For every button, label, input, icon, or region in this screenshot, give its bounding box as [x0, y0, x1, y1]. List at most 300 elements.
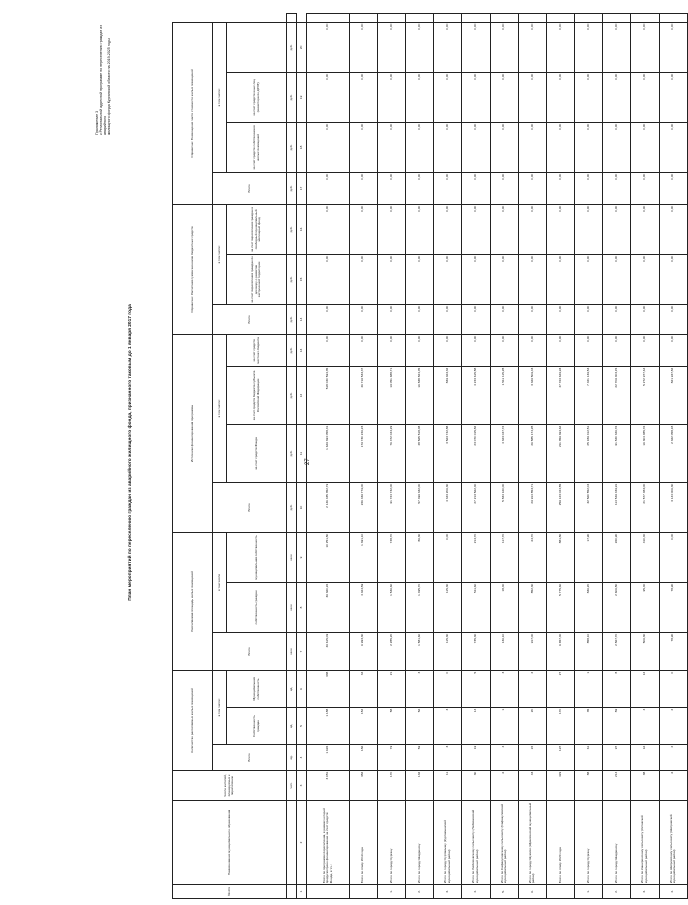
column-index-row — [297, 14, 307, 899]
units-cell: руб. — [287, 304, 297, 334]
row-value: 0,00 — [575, 204, 603, 254]
row-value: 16 — [631, 745, 659, 771]
row-value: 852,30 — [518, 582, 546, 632]
row-value: 0,00 — [434, 304, 462, 334]
row-name: Итого по городу Куртамышу (Куртамышский муниципальный район) — [434, 801, 462, 885]
table-body — [287, 14, 688, 899]
row-value: 0,00 — [603, 204, 631, 254]
row-value: 839 463,32 — [434, 366, 462, 424]
row-value: 152 — [349, 708, 377, 745]
row-value: 0,00 — [631, 334, 659, 366]
row-value: 32 560 552,04 — [575, 482, 603, 532]
row-value: 7 421 139,53 — [575, 366, 603, 424]
row-value: 3 — [405, 670, 433, 707]
row-value: 0,00 — [405, 172, 433, 204]
row-value: 0,00 — [405, 22, 433, 72]
row-value: 0,00 — [307, 304, 349, 334]
row-name: Итого по Каширинскому сельсовету (Кетовский муниципальный район) — [631, 801, 659, 885]
row-value: 5 272 977,64 — [631, 366, 659, 424]
header-rooms-total: Всего — [213, 745, 287, 771]
units-cell-empty — [287, 885, 297, 899]
row-value: 0,00 — [518, 122, 546, 172]
row-value: 0,00 — [546, 172, 574, 204]
row-value-empty — [349, 14, 377, 23]
row-value: 0,00 — [518, 304, 546, 334]
document-title: План мероприятий по переселению граждан из аварийного жилищного фонда, признанного таковым до 1 января 2017 года — [128, 304, 133, 601]
row-value: 0,00 — [603, 72, 631, 122]
row-value: 43 — [518, 771, 546, 801]
header-savings-free: за счет переселения граждан в свободный муниципальный жилищный фонд — [227, 204, 287, 254]
units-row — [287, 14, 297, 899]
column-index-cell: 18 — [297, 122, 307, 172]
header-reimb-other: за счет средств иных лиц (инвестора по ДРЗТ) — [227, 72, 287, 122]
table-row — [377, 14, 405, 899]
units-cell: руб. — [287, 22, 297, 72]
units-cell: кв.м — [287, 532, 297, 582]
row-value: 382 — [349, 771, 377, 801]
column-index-cell: 15 — [297, 254, 307, 304]
row-value: 5 775,60 — [546, 582, 574, 632]
row-number: 3. — [434, 885, 462, 899]
row-value: 0,00 — [603, 254, 631, 304]
row-name: Итого по городу Кургану — [575, 801, 603, 885]
row-value: 4 243 615,58 — [462, 366, 490, 424]
row-value: 38 — [631, 771, 659, 801]
row-value: 132 — [405, 771, 433, 801]
row-value: 2 — [659, 745, 687, 771]
row-value: 735,30 — [462, 632, 490, 670]
row-value: 0,00 — [490, 172, 518, 204]
row-value: 0,00 — [575, 254, 603, 304]
row-value: 4 343 206,30 — [434, 482, 462, 532]
row-value: 117,70 — [490, 532, 518, 582]
row-value-empty — [631, 14, 659, 23]
row-value: 0,00 — [546, 254, 574, 304]
units-cell: руб. — [287, 122, 297, 172]
row-value: 0,00 — [631, 204, 659, 254]
table-row — [575, 14, 603, 899]
row-value: 0,00 — [659, 204, 687, 254]
row-value: 76 472 044,29 — [377, 424, 405, 482]
row-value: 0,00 — [462, 72, 490, 122]
units-cell: руб. — [287, 424, 297, 482]
row-value: 214,70 — [462, 532, 490, 582]
header-finance-group: Источники финансирования программы — [173, 334, 213, 532]
row-value: 114 549 439,91 — [603, 482, 631, 532]
table-row — [603, 14, 631, 899]
row-value: 58 — [377, 708, 405, 745]
row-value: 748,70 — [377, 532, 405, 582]
row-value-empty — [490, 14, 518, 23]
row-value: 0,00 — [631, 22, 659, 72]
row-value: 2 285,20 — [377, 632, 405, 670]
row-value: 16 304 485,76 — [631, 424, 659, 482]
row-value: 170 — [377, 771, 405, 801]
units-cell: ед. — [287, 670, 297, 707]
row-value: 0,00 — [405, 122, 433, 172]
row-value: 511,60 — [462, 582, 490, 632]
units-cell: ед. — [287, 708, 297, 745]
row-value: 0,00 — [307, 172, 349, 204]
row-value: 5 — [462, 670, 490, 707]
column-index-cell: 11 — [297, 424, 307, 482]
row-value: 0,00 — [546, 22, 574, 72]
row-value: 3 — [434, 745, 462, 771]
row-value: 64,70 — [518, 532, 546, 582]
row-value: 0,00 — [490, 304, 518, 334]
units-cell: руб. — [287, 366, 297, 424]
row-value: 0,00 — [434, 254, 462, 304]
row-value: 0,00 — [631, 254, 659, 304]
row-value: 0,00 — [631, 172, 659, 204]
row-value: 214 — [603, 771, 631, 801]
row-number: 6. — [518, 885, 546, 899]
row-value: 3 — [490, 670, 518, 707]
row-name: Всего по программе переселения, в рамках которой предусмотрено финансирование за счет средств Фонда, в т.ч.: — [307, 801, 349, 885]
row-value: 1 495,70 — [405, 582, 433, 632]
row-value: 0,00 — [603, 334, 631, 366]
units-cell: руб. — [287, 72, 297, 122]
table-row — [659, 14, 687, 899]
header-fund: за счет средств Фонда — [227, 424, 287, 482]
row-value: 170 — [546, 708, 574, 745]
row-number — [349, 885, 377, 899]
row-value: 1 581,60 — [405, 632, 433, 670]
row-value: 0,00 — [349, 122, 377, 172]
column-index-cell: 12 — [297, 366, 307, 424]
row-value: 3 329 509,43 — [518, 366, 546, 424]
header-savings-dev: за счет переселения граждан по договору о развитии застроенной территории — [227, 254, 287, 304]
header-rooms-group: Количество расселяемых жилых помещений — [173, 670, 213, 770]
row-value: 59 — [405, 745, 433, 771]
row-value: 56 — [405, 708, 433, 745]
header-reimb-total: Всего — [213, 172, 287, 204]
header-area-municipal: муниципальная собственность — [227, 532, 287, 582]
row-value: 260,90 — [603, 532, 631, 582]
row-value: 1 — [575, 670, 603, 707]
row-value: 2 146 435 352,79 — [307, 482, 349, 532]
row-value: 97 — [603, 745, 631, 771]
row-value: 0,00 — [405, 254, 433, 304]
row-value-empty — [546, 14, 574, 23]
row-value: 186 — [349, 745, 377, 771]
header-finance-incl: в том числе: — [213, 334, 227, 482]
row-value: 0,00 — [490, 204, 518, 254]
row-value: 17,90 — [575, 532, 603, 582]
row-value: 0,00 — [434, 122, 462, 172]
row-value: 0,00 — [405, 72, 433, 122]
row-value: 0,00 — [405, 204, 433, 254]
row-value: 0,00 — [434, 532, 462, 582]
row-value: 79 — [377, 745, 405, 771]
row-value: 0,00 — [377, 172, 405, 204]
row-value: 0,00 — [349, 254, 377, 304]
row-value: 2 322 058,18 — [659, 424, 687, 482]
appendix-line-3: жилищного фонда Курганской области на 2019-2025 годы — [107, 38, 112, 135]
row-value-empty — [462, 14, 490, 23]
row-value: 3 563 742,88 — [434, 424, 462, 482]
column-index-cell: 13 — [297, 334, 307, 366]
row-value: 12 — [631, 670, 659, 707]
column-index-cell: 3 — [297, 771, 307, 801]
row-value-empty — [434, 14, 462, 23]
header-reimb-extra — [227, 22, 287, 72]
row-value: 0,00 — [434, 172, 462, 204]
page-number: 27 — [305, 458, 311, 465]
column-index-cell: 17 — [297, 172, 307, 204]
row-value: 0,00 — [518, 254, 546, 304]
row-value: 0,00 — [307, 204, 349, 254]
row-value: 0 — [434, 670, 462, 707]
header-area-incl: в том числе — [213, 532, 227, 632]
units-cell: руб. — [287, 204, 297, 254]
row-value: 881,80 — [546, 532, 574, 582]
row-value: 30 — [462, 771, 490, 801]
row-value: 4 — [490, 745, 518, 771]
column-index-cell: 6 — [297, 670, 307, 707]
row-value: 8 — [603, 670, 631, 707]
row-number: 1. — [377, 885, 405, 899]
row-value: 6 — [490, 771, 518, 801]
row-value: 27 — [546, 670, 574, 707]
row-value: 429 — [546, 771, 574, 801]
row-value: 0,00 — [575, 334, 603, 366]
row-value: 0,00 — [349, 172, 377, 204]
row-value: 2 867,70 — [603, 632, 631, 670]
row-value: 0,00 — [462, 254, 490, 304]
row-number: 1. — [575, 885, 603, 899]
row-value-empty — [307, 14, 349, 23]
table-row — [405, 14, 433, 899]
appendix-line-1: Приложение 3 — [95, 110, 99, 135]
units-cell: руб. — [287, 172, 297, 204]
row-value: 14 — [462, 708, 490, 745]
row-value: 0,00 — [518, 204, 546, 254]
row-value: 20 — [518, 708, 546, 745]
row-value: 0,00 — [546, 122, 574, 172]
row-value: 0,00 — [546, 204, 574, 254]
header-people: Число жителей, планируемых к переселению — [173, 771, 287, 801]
table-row — [307, 14, 349, 899]
row-value: 0,00 — [603, 172, 631, 204]
row-value: 78,90 — [659, 632, 687, 670]
row-value: 6 657,40 — [546, 632, 574, 670]
table-row — [490, 14, 518, 899]
header-reimbursement-group: Справочно: Возмещение части стоимости жилых помещений — [173, 22, 213, 204]
row-value: 0,00 — [462, 172, 490, 204]
row-name: Итого по Шатровскому сельсовету (Шатровский муниципальный район) — [659, 801, 687, 885]
row-value: 136,10 — [490, 632, 518, 670]
row-value: 0,00 — [659, 122, 687, 172]
row-number — [307, 885, 349, 899]
row-value: 88 — [575, 771, 603, 801]
header-local: за счет средств местного бюджета — [227, 334, 287, 366]
row-name: Итого по городу Шадринску — [603, 801, 631, 885]
row-value: 22 709 403,15 — [603, 366, 631, 424]
row-value: 2 606,80 — [603, 582, 631, 632]
row-value: 27 213 562,40 — [462, 482, 490, 532]
table-row — [518, 14, 546, 899]
column-index-cell: 4 — [297, 745, 307, 771]
column-index-cell: 9 — [297, 532, 307, 582]
row-number: 3. — [631, 885, 659, 899]
row-value-empty — [518, 14, 546, 23]
row-value: 1 626 — [307, 745, 349, 771]
row-value: 1 629 394 058,41 — [307, 424, 349, 482]
row-value: 115,30 — [434, 582, 462, 632]
row-value: 0,00 — [377, 254, 405, 304]
row-value: 0,00 — [377, 22, 405, 72]
row-value: 1 188 — [307, 708, 349, 745]
row-value: 2 — [518, 670, 546, 707]
header-savings-group: Справочно: Расчетная сумма экономии бюджетных средств — [173, 204, 213, 334]
row-value: 3 144 006,30 — [659, 482, 687, 532]
column-index-cell: 16 — [297, 204, 307, 254]
row-number: 2. — [603, 885, 631, 899]
table-row — [434, 14, 462, 899]
header-subject: за счет средств бюджета субъекта Российской Федерации — [227, 366, 287, 424]
row-value: 21 — [377, 670, 405, 707]
appendix-note — [95, 10, 112, 135]
row-name: Итого по Любимовскому сельсовету (Любимовский муниципальный район) — [462, 801, 490, 885]
table-header — [173, 14, 287, 899]
row-name: Итого по городу Шумихе (Шумихинский муниципальный район) — [518, 801, 546, 885]
row-value: 0,00 — [349, 334, 377, 366]
row-value: 57 499 332,00 — [405, 482, 433, 532]
row-value: 35 — [575, 708, 603, 745]
row-value: 115,30 — [434, 632, 462, 670]
row-value: 518 040 594,35 — [307, 366, 349, 424]
row-value: 0,00 — [434, 72, 462, 122]
row-value: 5 834 160,00 — [490, 482, 518, 532]
row-value: 197 — [546, 745, 574, 771]
row-value: 16 838 824,45 — [405, 366, 433, 424]
appendix-line-2: к Региональной адресной программе по переселению граждан из аварийного — [99, 25, 108, 135]
row-value: 0,00 — [631, 72, 659, 122]
row-value: 0,00 — [490, 334, 518, 366]
row-value: 3 — [434, 708, 462, 745]
column-index-cell: 7 — [297, 632, 307, 670]
header-rooms-private: Собственность граждан — [227, 708, 287, 745]
row-value: 6 993,30 — [349, 632, 377, 670]
row-value: 0,00 — [518, 72, 546, 122]
row-value: 0,00 — [434, 204, 462, 254]
row-value: 0,00 — [349, 204, 377, 254]
row-value: 0,00 — [546, 304, 574, 334]
units-cell: кв.м — [287, 582, 297, 632]
row-value: 506,30 — [631, 632, 659, 670]
row-value: 0,00 — [462, 22, 490, 72]
row-value: 0,00 — [377, 72, 405, 122]
units-cell: руб. — [287, 482, 297, 532]
row-value: 1 536,60 — [377, 582, 405, 632]
row-value: 0,00 — [405, 304, 433, 334]
row-value: 259 123 024,55 — [546, 482, 574, 532]
row-value: 858,10 — [575, 632, 603, 670]
row-name: Итого по Сафакулевскому сельсовету (Сафакулевский муниципальный район) — [490, 801, 518, 885]
header-no: № п/п — [173, 885, 287, 899]
row-value: 0,00 — [490, 72, 518, 122]
table-row — [631, 14, 659, 899]
row-value: 0,00 — [307, 72, 349, 122]
row-name: Итого по городу Кургану — [377, 801, 405, 885]
header-savings-incl: в том числе: — [213, 204, 227, 304]
header-finance-total: Всего — [213, 482, 287, 532]
row-number: 5. — [490, 885, 518, 899]
resettlement-plan-table — [172, 13, 688, 899]
header-name: Наименование муниципального образования — [173, 801, 287, 885]
row-value: 0,00 — [490, 254, 518, 304]
row-number: 4. — [659, 885, 687, 899]
header-area-group: Расселяемая площадь жилых помещений — [173, 532, 213, 670]
row-value: 0,00 — [518, 22, 546, 72]
units-cell: руб. — [287, 334, 297, 366]
row-value: 0,00 — [307, 122, 349, 172]
row-value: 0,00 — [377, 334, 405, 366]
row-value: 1 391,10 — [349, 532, 377, 582]
row-value: 0,00 — [307, 254, 349, 304]
table-row — [546, 14, 574, 899]
row-value: 61 — [575, 745, 603, 771]
row-value: 836,20 — [575, 582, 603, 632]
header-savings-total: Всего — [213, 304, 287, 334]
row-value: 0,00 — [659, 72, 687, 122]
row-value: 0,00 — [659, 254, 687, 304]
row-value: 26 585 174,28 — [518, 424, 546, 482]
column-index-cell: 10 — [297, 482, 307, 532]
row-value: 0,00 — [659, 334, 687, 366]
row-value: 47 763 629,93 — [546, 366, 574, 424]
row-value: 0,00 — [603, 122, 631, 172]
row-value: 0,00 — [575, 122, 603, 172]
header-rooms-incl: в том числе: — [213, 670, 227, 744]
column-index-cell: 8 — [297, 582, 307, 632]
row-value: 46 719 533,37 — [349, 366, 377, 424]
column-index-cell: 20 — [297, 22, 307, 72]
row-value: 25 189 412,51 — [575, 424, 603, 482]
row-value: 0,00 — [349, 304, 377, 334]
column-index-cell: 5 — [297, 708, 307, 745]
row-value: 0,00 — [546, 334, 574, 366]
row-value: 19 051 688,71 — [377, 366, 405, 424]
row-value: 0,00 — [462, 304, 490, 334]
row-number: 4. — [462, 885, 490, 899]
row-value: 0,00 — [377, 204, 405, 254]
row-value: 0,00 — [490, 22, 518, 72]
row-value: 0,00 — [575, 22, 603, 72]
row-value: 36 360,26 — [307, 582, 349, 632]
row-value: 0,00 — [377, 122, 405, 172]
row-value: 338 — [307, 670, 349, 707]
row-value: 1 — [490, 708, 518, 745]
units-cell: ед. — [287, 745, 297, 771]
column-index-cell: 19 — [297, 72, 307, 122]
row-value-empty — [405, 14, 433, 23]
row-value: 0,00 — [659, 22, 687, 72]
row-value: 0,00 — [518, 172, 546, 204]
row-value: 34 — [349, 670, 377, 707]
header-area-private: собственность граждан — [227, 582, 287, 632]
row-value: 0,00 — [434, 334, 462, 366]
row-value: 0,00 — [462, 122, 490, 172]
table-row — [462, 14, 490, 899]
row-value: 48 565 518,48 — [405, 424, 433, 482]
row-value: 10 251,80 — [307, 532, 349, 582]
row-value: 0,00 — [546, 72, 574, 122]
row-value: 46 615,09 — [307, 632, 349, 670]
row-value: 211 359 394,62 — [546, 424, 574, 482]
row-value: 0,00 — [603, 304, 631, 334]
